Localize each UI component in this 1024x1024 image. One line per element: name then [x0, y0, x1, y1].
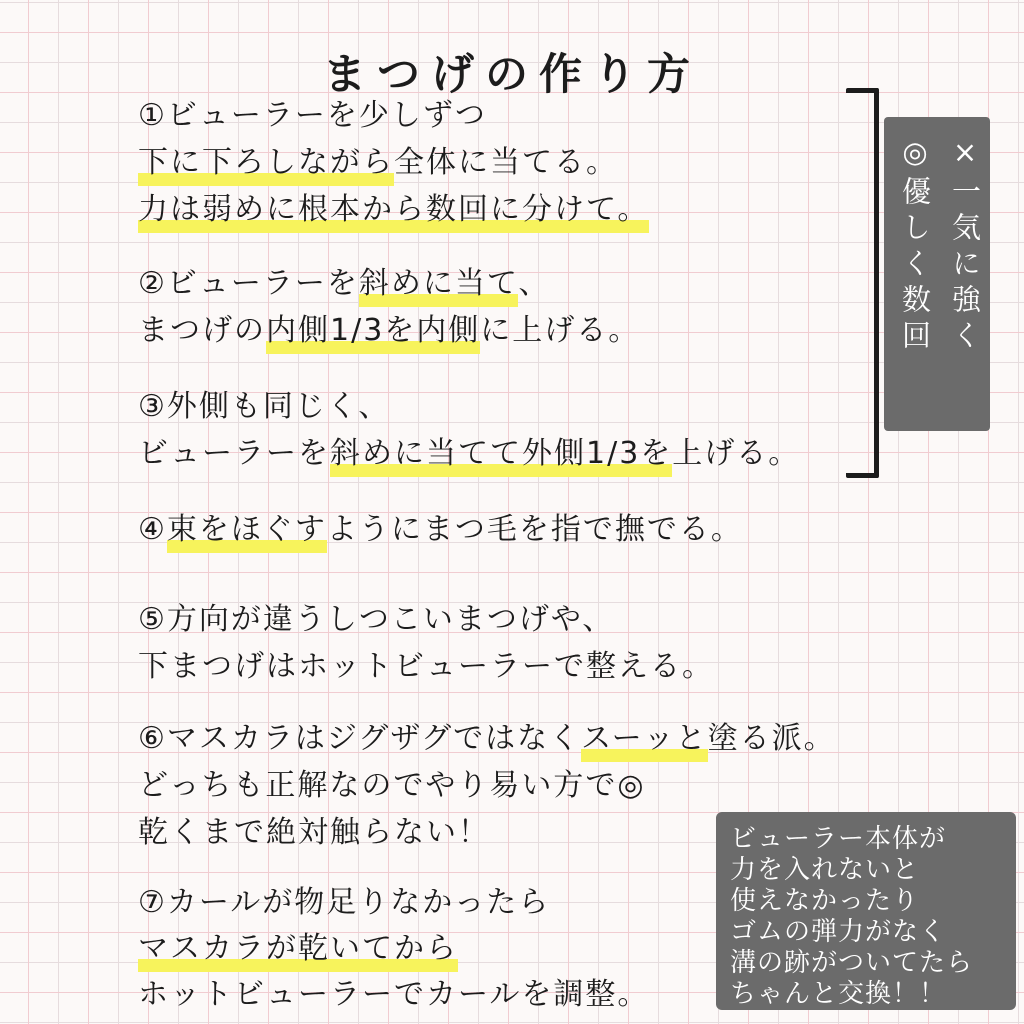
- bottom-note-line: ちゃんと交換！！: [730, 979, 947, 1009]
- step-1: [138, 92, 649, 233]
- step-3-line-1: [138, 383, 800, 430]
- page-title: まつげの作り方: [323, 49, 701, 100]
- bottom-note-line: ビューラー本体が: [730, 824, 947, 854]
- step-text: ①ビューラーを少しずつ: [138, 98, 487, 133]
- bottom-note-line: 使えなかったり: [730, 886, 920, 916]
- bottom-note-line: 力を入れないと: [730, 855, 920, 885]
- side-note-column-good: ◎優しく数回: [898, 135, 932, 356]
- highlighted-text: 力は弱めに根本から数回に分けて。: [138, 192, 649, 233]
- bracket-steps-1-3: [846, 88, 879, 478]
- step-text: ビューラーを: [138, 436, 330, 471]
- step-text: に上げる。: [480, 313, 641, 348]
- step-6-line-1: [138, 715, 836, 762]
- step-2: [138, 260, 640, 354]
- step-text: ホットビューラーでカールを調整。: [138, 977, 650, 1012]
- step-5-line-2: [138, 643, 714, 690]
- side-note-column-bad: ×一気に強く: [948, 135, 982, 356]
- step-4-line-1: [138, 506, 743, 553]
- step-text: ⑦カールが物足りなかったら: [138, 885, 551, 920]
- bottom-note-box: [716, 812, 1016, 1010]
- step-text: ④: [138, 512, 167, 547]
- step-7-line-2: [138, 926, 649, 972]
- side-note-box: [884, 117, 990, 431]
- step-4: [138, 506, 743, 553]
- step-2-line-2: [138, 307, 640, 354]
- step-2-line-1: [138, 260, 640, 307]
- highlighted-text: スーッと: [581, 721, 708, 762]
- highlighted-text: 斜めに当て: [359, 266, 518, 307]
- highlighted-text: マスカラが乾いてから: [138, 931, 458, 972]
- bottom-note-line: ゴムの弾力がなく: [730, 917, 947, 947]
- highlighted-text: 斜めに当てて外側1/3を: [330, 436, 672, 477]
- step-6-line-2: [138, 762, 836, 809]
- step-1-line-1: [138, 92, 649, 139]
- highlighted-text: 下に下ろしながら: [138, 145, 394, 186]
- step-7-line-3: [138, 972, 649, 1018]
- step-text: ⑤方向が違うしつこいまつげや、: [138, 602, 615, 637]
- step-text: ⑥マスカラはジグザグではなく: [138, 721, 582, 756]
- highlighted-text: 内側1/3を内側: [266, 313, 480, 354]
- step-1-line-2: [138, 139, 649, 186]
- step-text: ②ビューラーを: [138, 266, 359, 301]
- step-text: 塗る派。: [707, 721, 836, 756]
- step-3-line-2: [138, 430, 800, 477]
- step-5: [138, 596, 714, 690]
- step-text: まつげの: [138, 313, 266, 348]
- step-text: 上げる。: [672, 436, 801, 471]
- step-1-line-3: [138, 186, 649, 233]
- step-text: ③外側も同じく、: [138, 389, 391, 424]
- bottom-note-line: 溝の跡がついてたら: [730, 948, 974, 978]
- step-text: 乾くまで絶対触らない！: [138, 815, 490, 850]
- step-text: 下まつげはホットビューラーで整える。: [138, 649, 714, 684]
- step-7: [138, 880, 649, 1018]
- step-text: 、: [518, 266, 551, 301]
- highlighted-text: 束をほぐす: [167, 512, 327, 553]
- step-7-line-1: [138, 880, 649, 926]
- step-text: 全体に当てる。: [394, 145, 618, 180]
- step-3: [138, 383, 800, 477]
- step-text: ようにまつ毛を指で撫でる。: [326, 512, 743, 547]
- step-5-line-1: [138, 596, 714, 643]
- step-text: どっちも正解なのでやり易い方で◎: [138, 768, 646, 803]
